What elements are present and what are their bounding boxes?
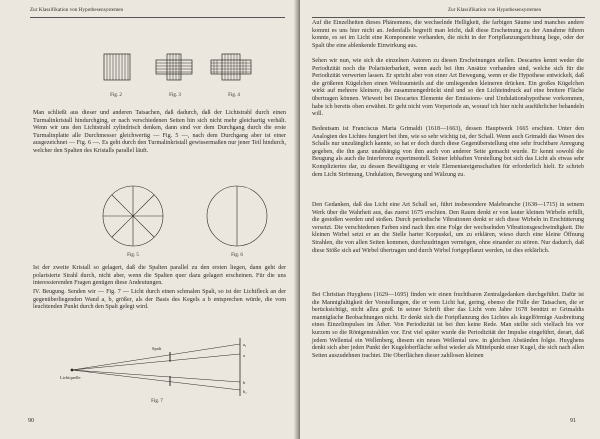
paragraph-huyghens: Bei Christian Huyghens (1629—1695) finden wir einen fruchtbaren Zentralgedanken durchgeführt. Dafür ist die Mannigfaltigkeit der Vorstellungen, die er vom Licht hat, gering, ebenso die Fülle der Tatsachen, die er berücksichtigt, nicht allzu groß. In seiner Schrift über das Licht vom Jahre 1678 benützt er Grimaldis mannigfache Beobachtungen nicht. Er denkt sich die Fortpflanzung des Lichtes als kugelförmige Ausbreitung eines Einzelimpulses im Äther. Von Periodizität ist bei ihm keine Rede. Man stellte sich vielfach bis vor kurzem so die Röntgenstrahlen vor. Erst viel später wurde die Periodizität der Impulse eingeführt, derart, daß jedem Wellental ein Wellenberg, diesem ein neues Wellental usw. in gleichen Abständen folgte. Huyghens denkt sich aber jeden Punkt der Kugeloberfläche selbst wieder als Mittelpunkt einer Kugel, die sich nach allen Seiten auszudehnen trachtet. Die Oberflächen dieser zahllosen kleinen [312, 292, 584, 359]
header-rule [30, 17, 285, 18]
running-head: Zur Klassifikation von Hypothesensystemen [30, 8, 124, 13]
fig2-caption: Fig. 2 [110, 93, 122, 98]
paragraph-polarisierung: Ist der zweite Kristall so gelagert, daß die Spalten parallel zu den ersten liegen, dann geht der polarisierte Strahl durch, nicht aber, wenn die Spalten quer dazu gelagert erscheinen. Für die uns interessierenden Fragen genügen diese Andeutungen. [33, 265, 286, 287]
header-rule [312, 17, 585, 18]
fig6-caption: Fig. 6 [231, 253, 243, 258]
fig7-label-a1: a₁ [243, 342, 247, 347]
fig3-cross [156, 54, 192, 80]
figures-5-6 [100, 180, 280, 260]
fig5-caption: Fig. 5 [127, 253, 139, 258]
fig7-label-b: b [243, 380, 246, 385]
paragraph-descartes: Sehen wir nun, wie sich die einzelnen Autoren zu diesen Erscheinungen stellen. Descartes kennt weder die Periodizität noch die Polarisierbarkeit, wenn auch bei ihm Ansätze vorhanden sind, welche sich für die Periodizität verwerten lassen. Er spricht aber von einer Art Bewegung, wenn er die Hypothese entwickelt, daß die größeren Kügelchen einen Weltraumteils auf die umliegenden kleineren drücken. Ein großes Kügelchen wirkt auf mehrere kleinere, die zusammengedrückt sind und so den Lichteindruck auf eine breitere Fläche übertragen können. Wieweit bei Descartes Elemente der Emissions- und Undulationshypothese vorkommen, habe ich bereits oben erwähnt. Er geht nicht vom Vorperiode an, worauf ich hier nicht ausführlicher behandeln will. [312, 58, 584, 118]
left-page [0, 0, 298, 439]
fig7-diffraction [60, 330, 280, 400]
fig5-circle-diameters [103, 186, 163, 246]
paragraph-beugung: IV. Beugung. Senden wir — Fig. 7 — Licht durch einen schmalen Spalt, so ist der Lichtfleck an der gegenüberliegenden Wand a, b, größer, als der Basis des Kegels a b entsprechen würde, die vom leuchtenden Punkt durch den Spalt gelegt wird. [33, 289, 286, 311]
paragraph-grimaldi: Bedeutsam ist Franciscus Maria Grimaldi (1618—1663), dessen Hauptwerk 1665 erschien. Unter den Analogien des Lichtes fungiert bei ihm, wie so sehr wichtig ist, der Schall. Wenn auch Grimaldi das Wesen des Schalls nur unzulänglich kannte, so hat er doch durch diese Gegenüberstellung eine sehr fruchtbare Anregung gegeben, die ihn ganz unabhängig von ihm auch von anderer Seite gemacht wurde. Er kennt sowohl die Beugung als auch die Interferenz experimentell. Seiner lebhaften Vorstellung bot sich das Licht als etwas sehr Kompliziertes dar, zu dessen Bewältigung er viele Elementareigenschaften für erforderlich hielt. Er schrieb dem Licht Strömung, Undulation, Bewegung und Wälzung zu. [312, 126, 584, 178]
fig7-label-spalt: Spalt [152, 346, 162, 351]
paragraph-turmalin: Man schließt aus dieser und anderen Tatsachen, daß dadurch, daß der Lichtstrahl durch einen Turmalinkristall hindurchging, er nach verschiedenen Seiten hin sich nicht mehr gleichartig verhält. Wenn wir uns den Lichtstrahl zylindrisch denken, dann sind vor dem Durchgang durch die erste Turmalinplatte alle Durchmesser gleichwertig — Fig. 5 —, nach dem Durchgang aber ist einer ausgezeichnet — Fig. 6 —. Es geht durch den Turmalinkristall gewissermaßen nur jener Teil hindurch, welcher den Spalten des Kristalls parallel läuft. [33, 110, 286, 154]
fig7-label-a: a [243, 353, 245, 358]
paragraph-phaenomen: Auf die Einzelheiten dieses Phänomens, die wechselnde Helligkeit, die farbigen Säume und manches andere kommt es uns hier nicht an. Jedenfalls begreift man leicht, daß diese Erscheinung zu der Annahme führen konnte, es sei im Licht eine Komponente vorhanden, die nicht in der Fortpflanzungsrichtung liege, oder der Spalt übe eine ablenkende Einwirkung aus. [312, 20, 584, 49]
fig7-label-lichtquelle: Lichtquelle [60, 375, 81, 380]
fig3-caption: Fig. 3 [169, 93, 181, 98]
page-number: 90 [28, 418, 34, 424]
paragraph-malebranche: Den Gedanken, daß das Licht eine Art Schall sei, führt insbesondere Malebranche (1638—1715) in seinem Werk über die Wahrheit aus, das zuerst 1675 erschien. Den Raum denkt er von lauter kleinen Wirbeln erfüllt, die gestoßen werden und stoßen. Durch periodische Vibrationen denkt er sich diese Wirbeln in Erschütterung versetzt. Die verschiedenen Farben sind nach ihm eine Folge der wechselnden Vibrationsgeschwindigkeit. Die kleinen Wirbel setzt er an die Stelle harter Korpuskel, um zu erklären, wieso durch eine kleine Öffnung Strahlen, die von allen Seiten kommen, durchzudringen vermögen, ohne einander zu stören. Nur dadurch, daß diese Stöße sich auf Wirbel übertragen und durch Wirbel fortgepflanzt werden, ist dies erklärlich. [312, 202, 584, 254]
fig6-circle-single-diameter [207, 186, 267, 246]
running-head: Zur Klassifikation von Hypothesensystemen [448, 8, 542, 13]
page-number: 91 [570, 418, 576, 424]
right-page [300, 0, 600, 439]
fig7-caption: Fig. 7 [151, 399, 163, 404]
fig4-caption: Fig. 4 [228, 93, 240, 98]
fig2-vertical-lines [104, 54, 130, 80]
fig7-label-b1: b₁ [243, 389, 247, 394]
fig4-grid [211, 54, 251, 80]
